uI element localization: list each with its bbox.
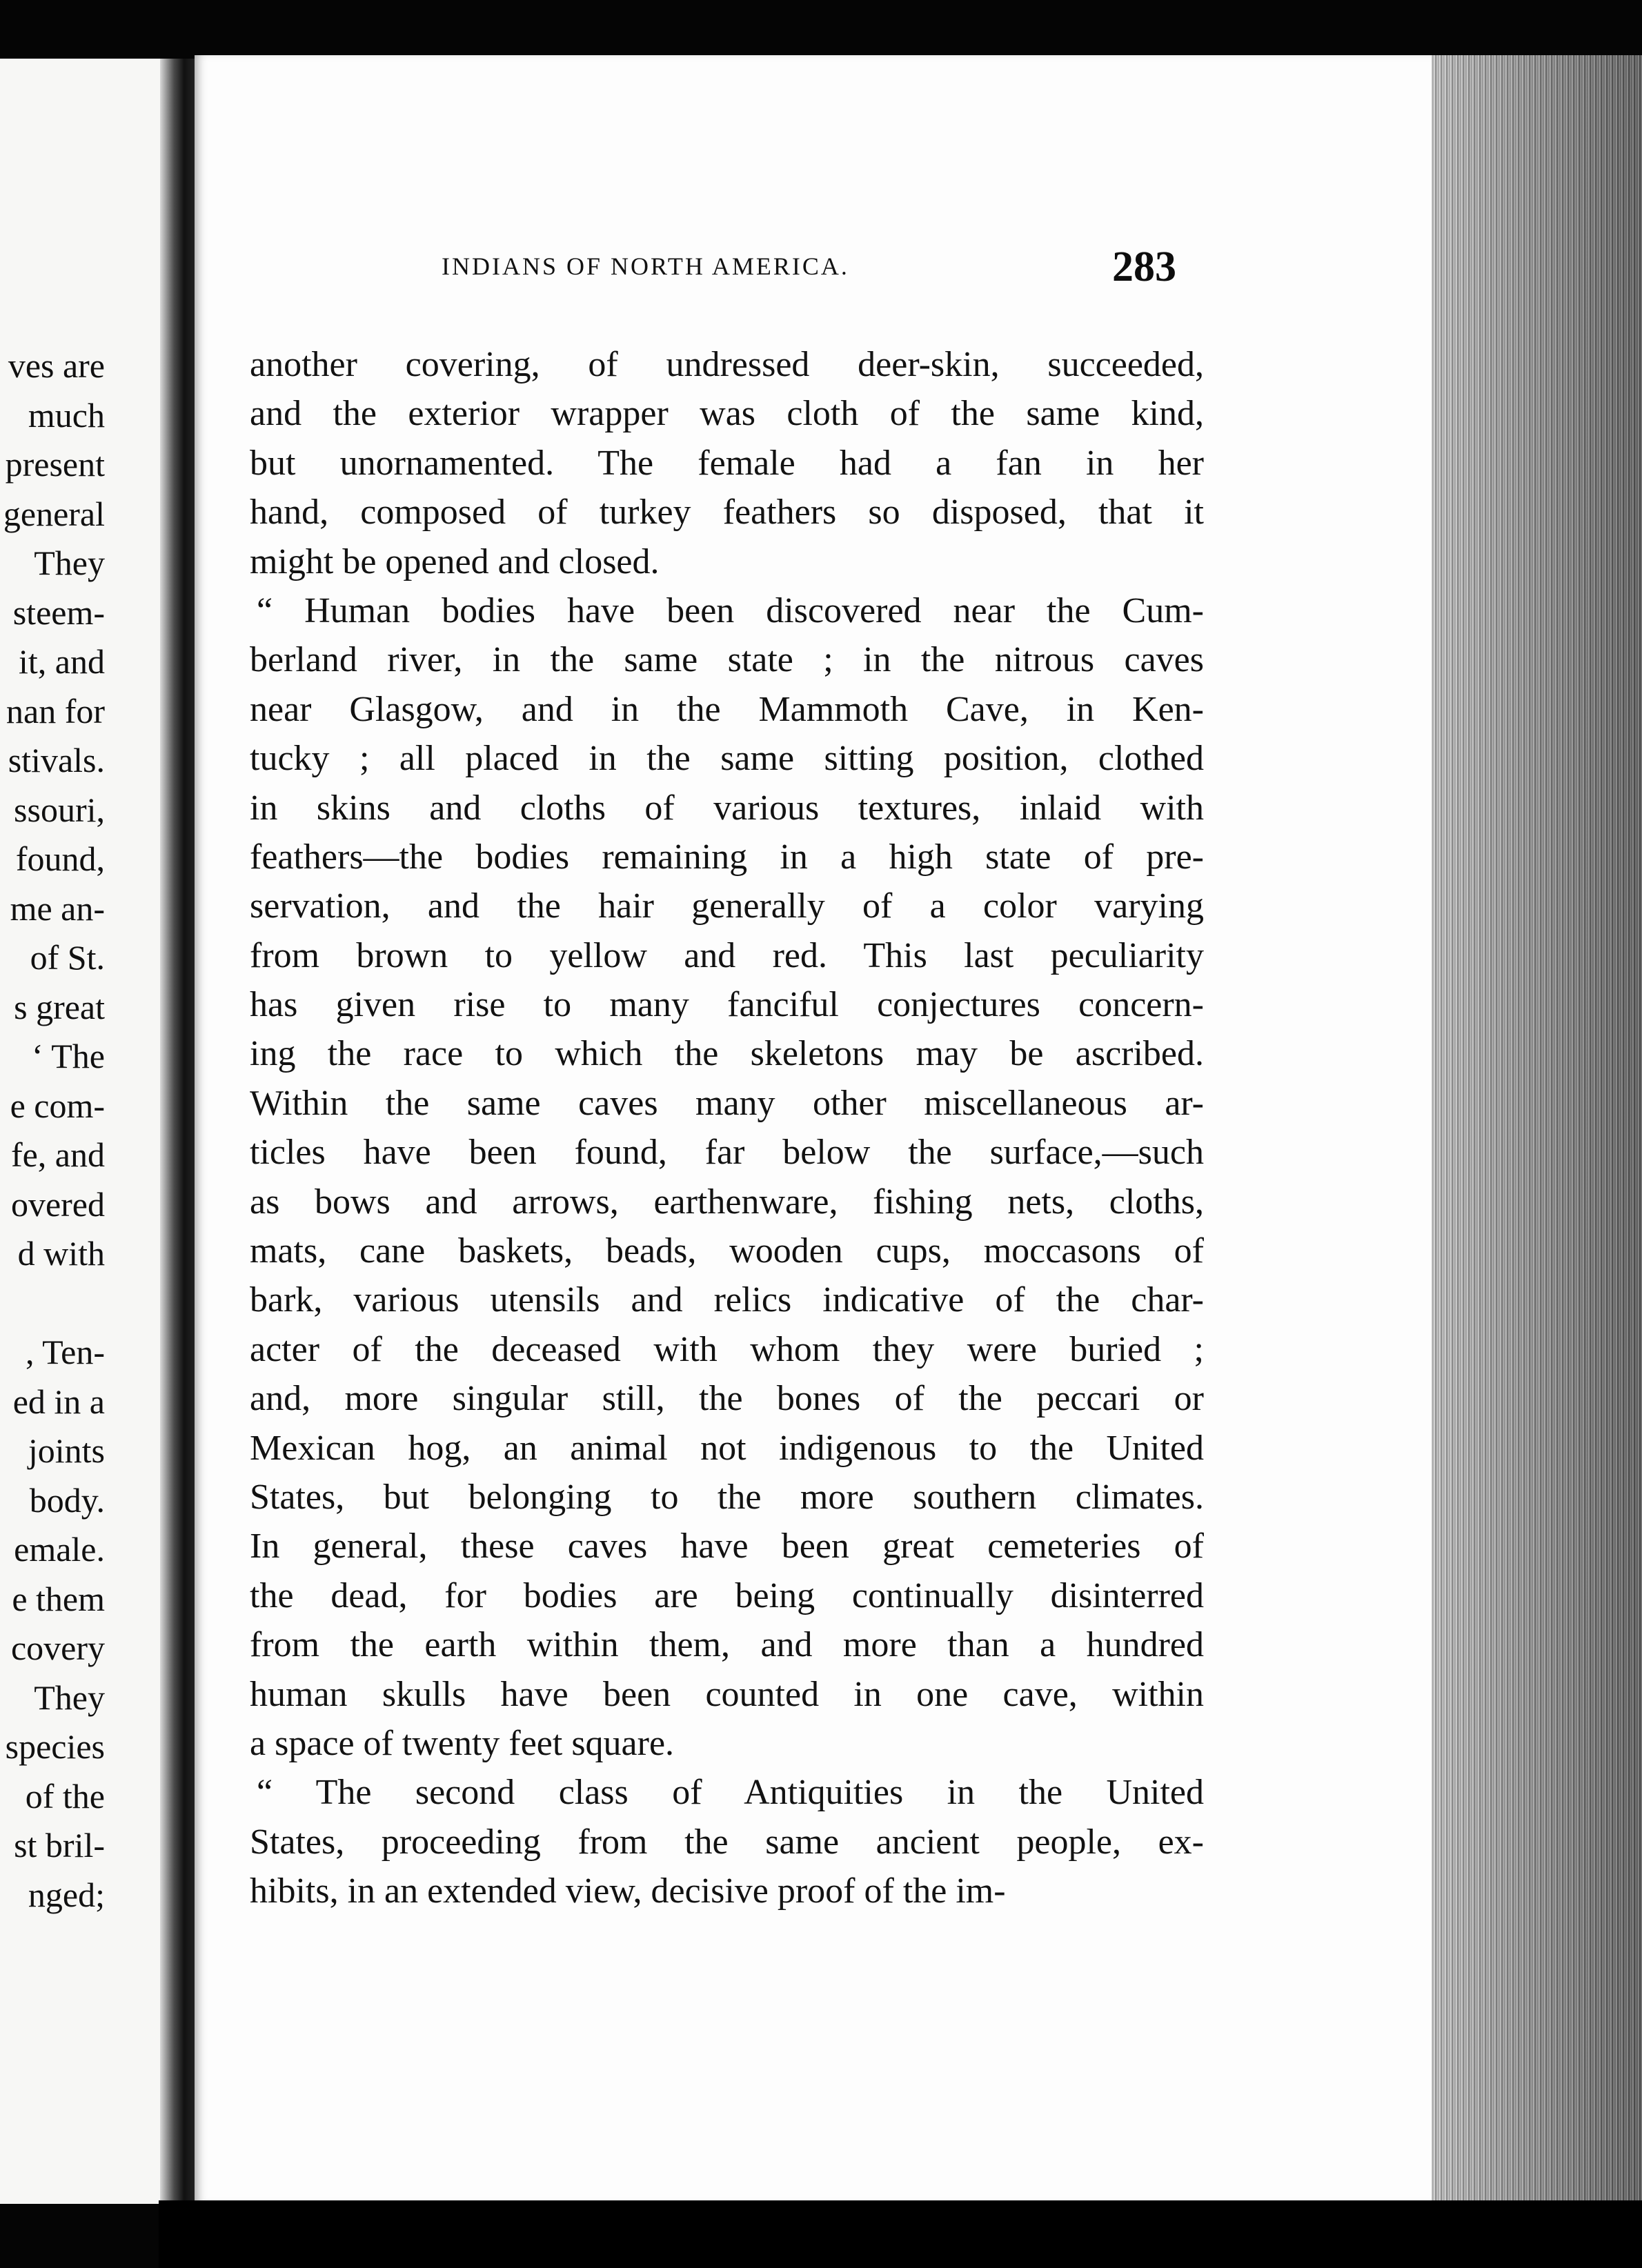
text-line: States, but belonging to the more southern climates. (250, 1477, 1204, 1517)
text-line: ing the race to which the skeletons may be ascribed. (250, 1034, 1204, 1074)
text-line: Mexican hog, an animal not indigenous to the United (250, 1428, 1204, 1468)
facing-page-line: emale. (14, 1530, 105, 1569)
text-line: the dead, for bodies are being continually disinterred (250, 1575, 1204, 1615)
text-line: “ The second class of Antiquities in the United (257, 1773, 1204, 1813)
text-line: States, proceeding from the same ancient people, ex- (250, 1822, 1204, 1862)
facing-page-line: e com- (10, 1086, 105, 1125)
facing-page-line: e them (12, 1579, 105, 1618)
text-line: another covering, of undressed deer-skin, succeeded, (250, 345, 1204, 384)
text-line: from the earth within them, and more than a hundred (250, 1625, 1204, 1665)
text-line: Within the same caves many other miscellaneous ar- (250, 1083, 1204, 1123)
text-line: “ Human bodies have been discovered near the Cum- (257, 590, 1204, 630)
facing-page-line: ‘ The (32, 1037, 105, 1075)
page-edges (1432, 55, 1642, 2228)
facing-page-line: s great (14, 987, 105, 1026)
text-line: mats, cane baskets, beads, wooden cups, moccasons of (250, 1231, 1204, 1271)
text-line: and, more singular still, the bones of the peccari or (250, 1379, 1204, 1419)
text-line: hand, composed of turkey feathers so disposed, that it (250, 493, 1204, 533)
page-number: 283 (1112, 243, 1176, 290)
text-line: hibits, in an extended view, decisive proof of the im- (250, 1871, 1006, 1911)
facing-page-line: species (5, 1727, 105, 1766)
facing-page-line: stivals. (8, 741, 105, 779)
facing-page-line: nged; (28, 1875, 105, 1914)
facing-page-line: ed in a (12, 1382, 105, 1421)
facing-page-line: d with (17, 1234, 105, 1273)
facing-page-line: overed (10, 1184, 105, 1224)
text-line: In general, these caves have been great cemeteries of (250, 1526, 1204, 1566)
facing-page-line: steem- (12, 593, 105, 632)
facing-page-line: found, (15, 839, 105, 878)
text-line: human skulls have been counted in one cave, within (250, 1674, 1204, 1714)
facing-page-line: , Ten- (26, 1333, 105, 1371)
text-line: as bows and arrows, earthenware, fishing nets, cloths, (250, 1182, 1204, 1222)
text-line: acter of the deceased with whom they were buried ; (250, 1329, 1204, 1369)
text-line: near Glasgow, and in the Mammoth Cave, in Ken- (250, 689, 1204, 729)
body-text (250, 340, 1204, 1916)
text-line: tucky ; all placed in the same sitting position, clothed (250, 739, 1204, 779)
facing-page-line: They (34, 544, 105, 582)
facing-page-line: body. (29, 1480, 105, 1520)
facing-page-line (3, 1279, 105, 1329)
facing-page-line: covery (10, 1629, 105, 1667)
text-line: but unornamented. The female had a fan in her (250, 443, 1204, 483)
text-line: feathers—the bodies remaining in a high state of pre- (250, 837, 1204, 877)
text-line: a space of twenty feet square. (250, 1723, 675, 1763)
facing-page-line: They (34, 1678, 105, 1717)
text-line: from brown to yellow and red. This last peculiarity (250, 935, 1204, 975)
running-head: INDIANS OF NORTH AMERICA. (442, 252, 849, 280)
facing-page-line: fe, and (10, 1135, 105, 1174)
facing-page-line: of the (25, 1776, 105, 1816)
text-line: in skins and cloths of various textures, inlaid with (250, 788, 1204, 828)
facing-page-line: general (3, 494, 105, 533)
text-line: might be opened and closed. (250, 541, 660, 581)
facing-page-line: joints (28, 1431, 105, 1470)
facing-page-line: present (5, 445, 105, 484)
facing-page (0, 59, 172, 2204)
text-line: servation, and the hair generally of a color varying (250, 886, 1204, 926)
facing-page-line: of St. (30, 938, 105, 977)
facing-page-line: me an- (10, 888, 105, 928)
facing-page-text (3, 341, 105, 1920)
facing-page-line: ves are (8, 346, 105, 385)
facing-page-line: st bril- (14, 1826, 105, 1864)
facing-page-line: much (28, 395, 105, 435)
facing-page-line: it, and (19, 642, 105, 681)
text-line: and the exterior wrapper was cloth of the same kind, (250, 394, 1204, 434)
facing-page-line: nan for (6, 691, 105, 730)
facing-page-line: ssouri, (14, 790, 105, 829)
text-line: berland river, in the same state ; in the nitrous caves (250, 640, 1204, 680)
text-line: has given rise to many fanciful conjectures concern- (250, 985, 1204, 1025)
text-line: ticles have been found, far below the surface,—such (250, 1133, 1204, 1173)
text-line: bark, various utensils and relics indicative of the char- (250, 1280, 1204, 1320)
scan-border (159, 2200, 1642, 2268)
